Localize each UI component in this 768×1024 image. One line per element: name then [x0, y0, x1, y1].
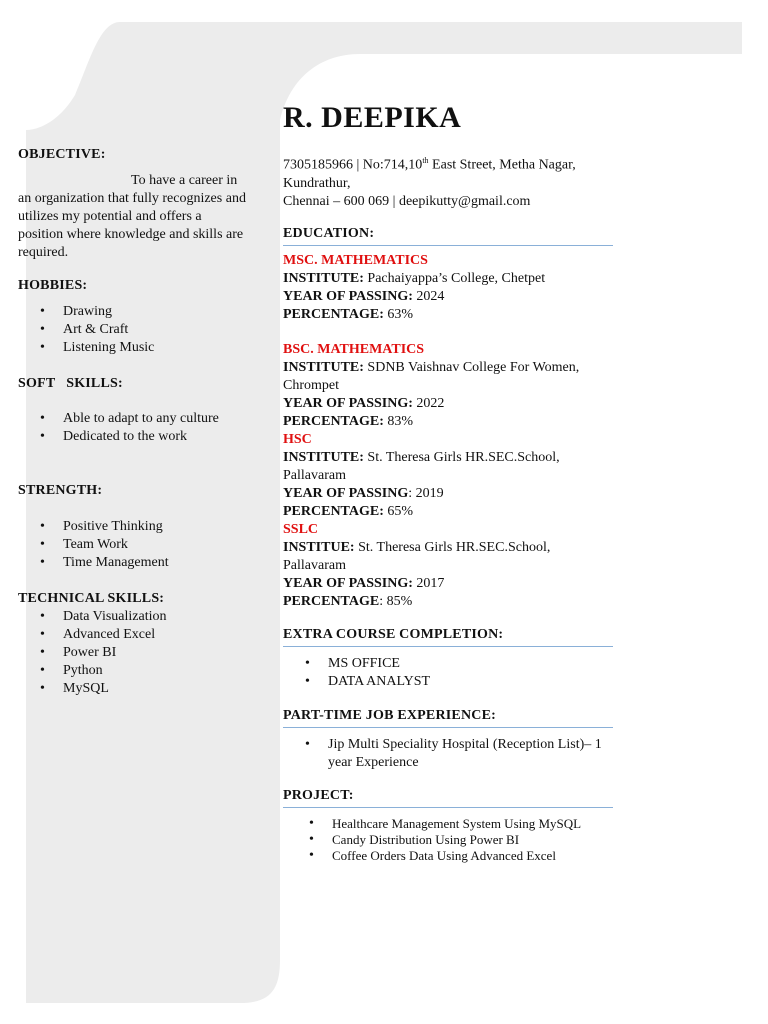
list-item: • Healthcare Management System Using MySQL	[332, 816, 613, 832]
strength-heading: STRENGTH:	[18, 483, 103, 498]
institute-label: INSTITUTE:	[283, 449, 364, 465]
list-item: • Jip Multi Speciality Hospital (Reception List)– 1 year Experience	[328, 736, 613, 772]
part-time-list	[283, 736, 613, 772]
soft-skills-heading: SOFT SKILLS:	[18, 376, 123, 391]
percentage-value: 63%	[383, 306, 414, 322]
hobbies-heading: HOBBIES:	[18, 278, 88, 293]
education-entry	[283, 341, 613, 431]
technical-skills-list	[18, 608, 250, 698]
strength-list	[18, 518, 250, 572]
year-value: 2017	[412, 575, 445, 591]
contact-line1-post: East Street, Metha Nagar, Kundrathur,	[283, 157, 576, 191]
right-column	[283, 100, 613, 864]
list-item: • MS OFFICE	[328, 655, 613, 673]
education-heading: EDUCATION:	[283, 225, 613, 246]
year-label: YEAR OF PASSING	[283, 485, 409, 501]
degree-title: BSC. MATHEMATICS	[283, 341, 425, 357]
technical-skills-heading: TECHNICAL SKILLS:	[18, 591, 165, 606]
percentage-value: 83%	[383, 413, 414, 429]
list-item: • Dedicated to the work	[63, 428, 250, 446]
list-item: • Python	[63, 662, 250, 680]
percentage-label: PERCENTAGE:	[283, 306, 384, 322]
list-item: • Art & Craft	[63, 321, 250, 339]
part-time-heading: PART-TIME JOB EXPERIENCE:	[283, 707, 613, 728]
year-label: YEAR OF PASSING:	[283, 395, 413, 411]
percentage-value: : 85%	[379, 593, 413, 609]
institute-value: St. Theresa Girls HR.SEC.School, Pallavaram	[283, 449, 560, 483]
contact-line2: Chennai – 600 069 | deepikutty@gmail.com	[283, 193, 531, 209]
percentage-label: PERCENTAGE:	[283, 503, 384, 519]
candidate-name: R. DEEPIKA	[283, 101, 462, 134]
hobbies-list	[18, 303, 250, 357]
institute-value: Pachaiyappa’s College, Chetpet	[363, 270, 546, 286]
list-item: • Time Management	[63, 554, 250, 572]
list-item: • Able to adapt to any culture	[63, 410, 250, 428]
year-label: YEAR OF PASSING:	[283, 575, 413, 591]
degree-title: HSC	[283, 431, 312, 447]
extra-course-heading: EXTRA COURSE COMPLETION:	[283, 626, 613, 647]
institute-label: INSTITUE:	[283, 539, 355, 555]
objective-text: To have a career in an organization that fully recognizes and utilizes my potential and offers a position where knowledge and skills are required.	[18, 173, 246, 260]
list-item: • Power BI	[63, 644, 250, 662]
contact-info	[283, 152, 613, 211]
list-item: • Advanced Excel	[63, 626, 250, 644]
extra-course-list	[283, 655, 613, 691]
contact-line1-pre: 7305185966 | No:714,10	[283, 157, 423, 173]
percentage-label: PERCENTAGE	[283, 593, 380, 609]
left-column	[18, 146, 250, 698]
institute-value: St. Theresa Girls HR.SEC.School, Pallavaram	[283, 539, 551, 573]
institute-value: SDNB Vaishnav College For Women, Chrompet	[283, 359, 580, 393]
degree-title: MSC. MATHEMATICS	[283, 252, 428, 268]
percentage-label: PERCENTAGE:	[283, 413, 384, 429]
education-entry	[283, 431, 613, 521]
education-entry	[283, 252, 613, 324]
list-item: • Drawing	[63, 303, 250, 321]
year-value: 2024	[412, 288, 445, 304]
project-list	[283, 816, 613, 864]
education-list	[283, 252, 613, 611]
year-label: YEAR OF PASSING:	[283, 288, 413, 304]
institute-label: INSTITUTE:	[283, 359, 364, 375]
list-item: • Candy Distribution Using Power BI	[332, 832, 613, 848]
education-entry	[283, 521, 613, 611]
list-item: • DATA ANALYST	[328, 673, 613, 691]
percentage-value: 65%	[383, 503, 414, 519]
project-heading: PROJECT:	[283, 787, 613, 808]
list-item: • Data Visualization	[63, 608, 250, 626]
year-value: 2022	[412, 395, 445, 411]
list-item: • Positive Thinking	[63, 518, 250, 536]
list-item: • Listening Music	[63, 339, 250, 357]
list-item: • Coffee Orders Data Using Advanced Excel	[332, 848, 613, 864]
year-value: : 2019	[408, 485, 444, 501]
list-item: • Team Work	[63, 536, 250, 554]
contact-sup: th	[422, 156, 429, 165]
institute-label: INSTITUTE:	[283, 270, 364, 286]
list-item: • MySQL	[63, 680, 250, 698]
degree-title: SSLC	[283, 521, 319, 537]
objective-heading: OBJECTIVE:	[18, 147, 106, 162]
soft-skills-list	[18, 410, 250, 446]
